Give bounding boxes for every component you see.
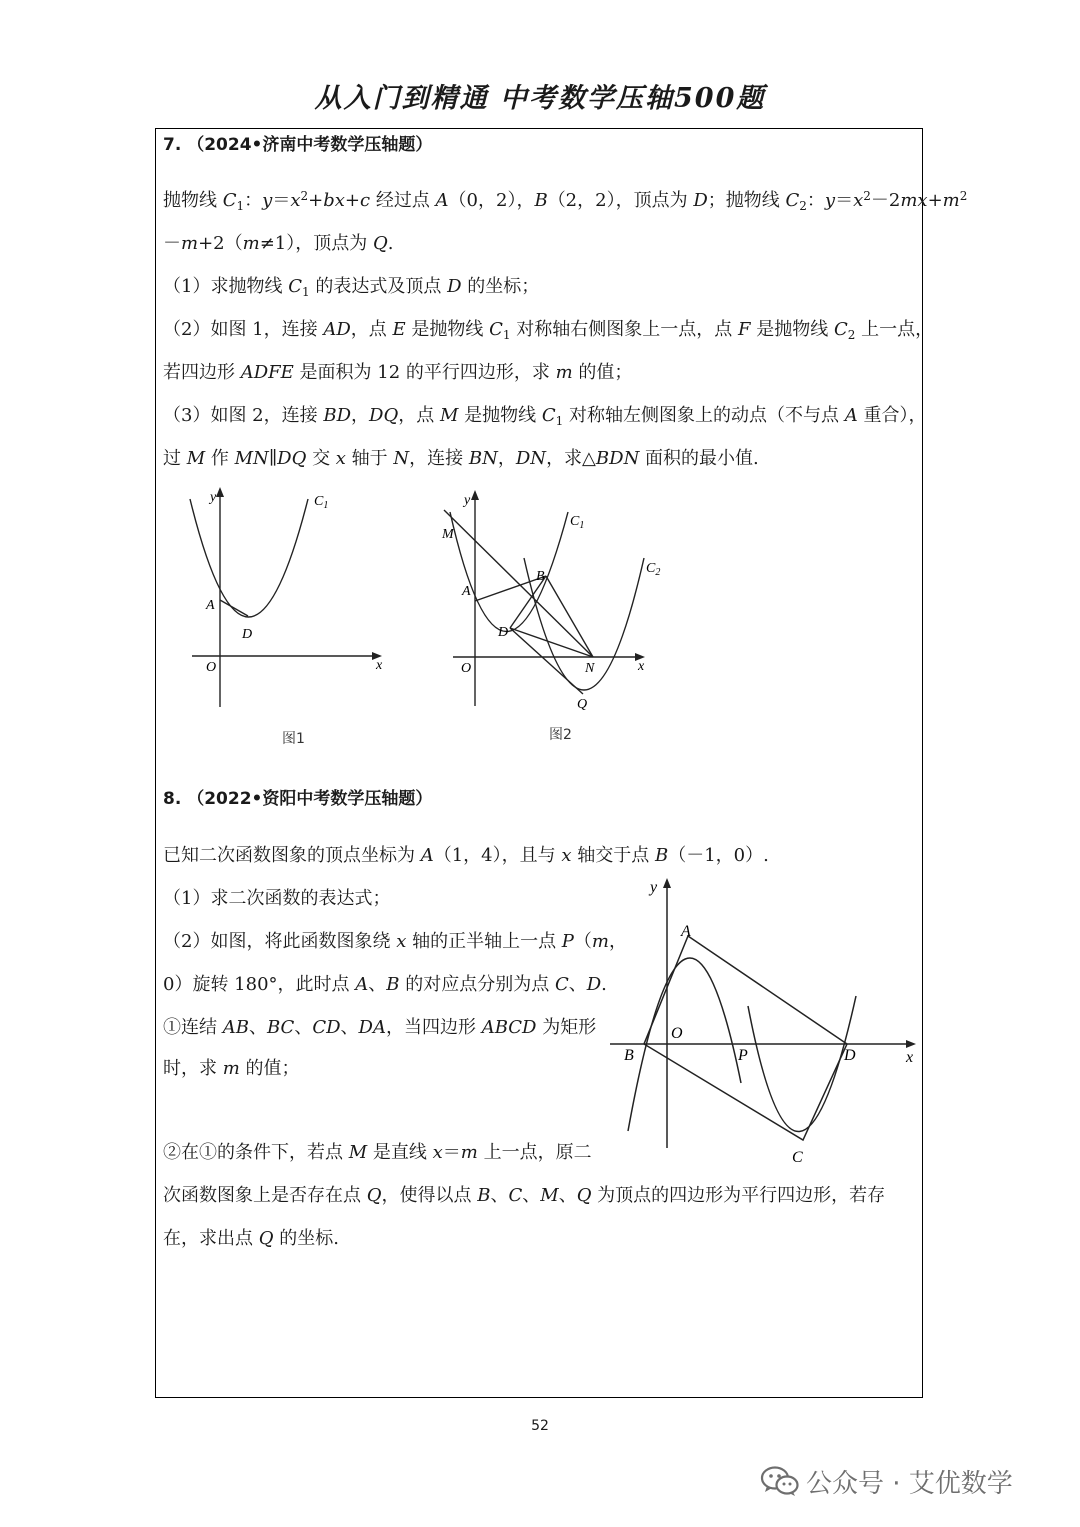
fig1-label-c1: $C_1$ — [314, 494, 329, 511]
problem-7-line-3: （1）求抛物线 $C_1$ 的表达式及顶点 D 的坐标； — [163, 276, 540, 299]
figure-2-caption: 图2 — [549, 727, 572, 743]
problem-7-line-6: （3）如图 2，连接 BD，DQ，点 M 是抛物线 $C_1$ 对称轴左侧图象上的动点（不与点 A 重合）， — [163, 405, 927, 428]
fig2-label-d: D — [498, 625, 509, 640]
fig3-label-b: B — [624, 1047, 634, 1064]
watermark-text: 公众号 · 艾优数学 — [806, 1468, 1013, 1499]
figure-2 — [438, 488, 673, 716]
fig3-label-o: O — [671, 1025, 683, 1042]
problem-7-line-5: 若四边形 ADFE 是面积为 12 的平行四边形，求 m 的值； — [163, 362, 633, 383]
problem-8-line-4: 0）旋转 180°，此时点 A、B 的对应点分别为点 C、D. — [163, 974, 607, 995]
problem-8-title: 8. （2022•资阳中考数学压轴题） — [163, 789, 433, 809]
fig1-segment-ad — [220, 600, 248, 616]
wechat-icon — [760, 1465, 800, 1497]
problem-7-line-2: －m+2（m≠1），顶点为 Q. — [163, 233, 394, 254]
fig2-label-y: y — [464, 493, 471, 508]
fig2-label-a: A — [462, 584, 471, 599]
fig2-label-c1: $C_1$ — [570, 514, 585, 531]
fig2-label-o: O — [461, 661, 472, 676]
fig3-label-x: x — [906, 1049, 914, 1066]
fig1-label-y: y — [210, 490, 217, 505]
fig3-label-c: C — [792, 1149, 803, 1166]
problem-8-line-5: ①连结 AB、BC、CD、DA，当四边形 ABCD 为矩形 — [163, 1017, 597, 1038]
figure-1-caption: 图1 — [282, 731, 305, 747]
fig2-segment-bn — [546, 576, 593, 657]
problem-7-line-7: 过 M 作 MN∥DQ 交 x 轴于 N，连接 BN，DN，求△BDN 面积的最小值. — [163, 448, 759, 469]
problem-8-line-3: （2）如图，将此函数图象绕 x 轴的正半轴上一点 P（m， — [163, 931, 627, 952]
problem-8-line-2: （1）求二次函数的表达式； — [163, 888, 391, 909]
fig2-label-n: N — [585, 661, 595, 676]
fig3-label-p: P — [738, 1047, 748, 1064]
figure-1 — [180, 485, 395, 715]
fig3-label-d: D — [844, 1047, 856, 1064]
fig3-rotated-parabola — [748, 996, 856, 1132]
fig1-label-x: x — [376, 658, 383, 673]
fig2-label-q: Q — [577, 697, 588, 712]
watermark — [760, 1463, 1013, 1499]
fig2-label-b: B — [536, 569, 545, 584]
problem-7-line-4: （2）如图 1，连接 AD，点 E 是抛物线 $C_1$ 对称轴右侧图象上一点，点 F 是抛物线 $C_2$ 上一点， — [163, 319, 934, 342]
fig2-label-c2: $C_2$ — [646, 561, 661, 578]
problem-8-line-7: ②在①的条件下，若点 M 是直线 x＝m 上一点，原二 — [163, 1142, 592, 1163]
problem-7-title: 7. （2024•济南中考数学压轴题） — [163, 135, 433, 155]
fig1-label-d: D — [242, 627, 253, 642]
fig2-label-m: M — [442, 527, 454, 542]
problem-8-line-1: 已知二次函数图象的顶点坐标为 A（1，4），且与 x 轴交于点 B（－1，0）. — [163, 845, 769, 866]
page-number: 52 — [531, 1418, 549, 1434]
page-header-title: 从入门到精通 中考数学压轴500题 — [314, 83, 766, 114]
problem-8-line-6: 时，求 m 的值； — [163, 1058, 300, 1079]
fig1-label-a: A — [206, 598, 215, 613]
fig1-label-o: O — [206, 660, 217, 675]
problem-8-line-8: 次函数图象上是否存在点 Q，使得以点 B、C、M、Q 为顶点的四边形为平行四边形，若存 — [163, 1185, 886, 1206]
problem-7-line-1: 抛物线 $C_1$：$y=x^2+bx+c$ 经过点 A（0，2），B（2，2），顶点为 D；抛物线 $C_2$：$y=x^2-2mx+m^2$ — [163, 189, 968, 213]
problem-8-line-9: 在，求出点 Q 的坐标. — [163, 1228, 339, 1249]
fig3-label-a: A — [681, 923, 691, 940]
fig3-label-y: y — [650, 879, 658, 896]
fig2-parabola-c1 — [450, 512, 568, 632]
figure-3 — [608, 876, 922, 1172]
fig2-label-x: x — [638, 659, 645, 674]
